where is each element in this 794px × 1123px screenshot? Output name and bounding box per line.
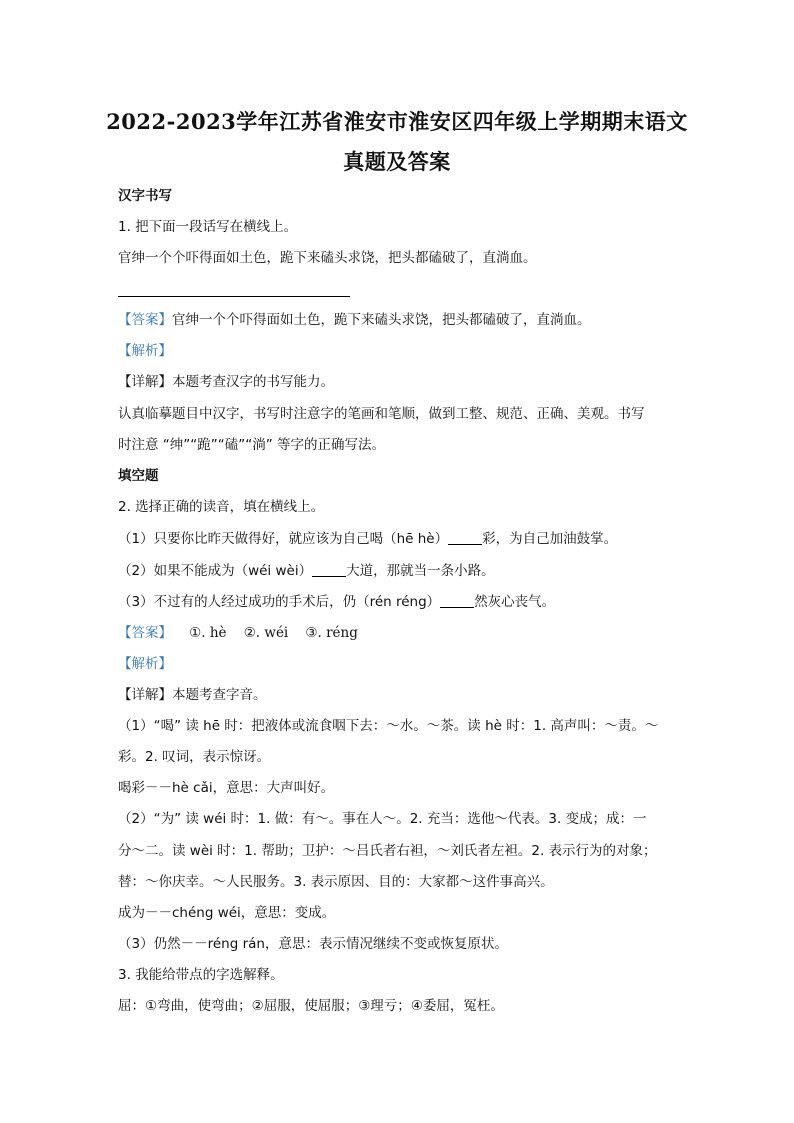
- question-2-item-1: [118, 530, 617, 548]
- question-1: 1. 把下面一段话写在横线上。: [118, 219, 298, 235]
- explain-2-line3: 替：～你庆幸。～人民服务。3. 表示原因、目的：大家都～这件事高兴。: [118, 874, 554, 890]
- fill-blank: [312, 562, 346, 577]
- detail-tag: 【详解】: [118, 374, 172, 390]
- question-1-text: 官绅一个个吓得面如土色，跪下来磕头求饶，把头都磕破了，直淌血。: [118, 250, 537, 266]
- section-heading-fill: 填空题: [118, 468, 159, 484]
- item-1-prefix: （1）只要你比昨天做得好，就应该为自己喝（hē hè）: [118, 531, 449, 547]
- explain-2-line1: （2）“为” 读 wéi 时：1. 做：有～。事在人～。2. 充当：选他～代表。3. 变成；成：一: [118, 811, 647, 827]
- answer-write-line: [118, 296, 350, 297]
- detail-text: 本题考查汉字的书写能力。: [172, 374, 334, 390]
- question-2-item-3: [118, 593, 555, 611]
- explain-2-line4: 成为－－chéng wéi，意思：变成。: [118, 905, 336, 921]
- detail-text: 本题考查字音。: [172, 687, 267, 703]
- answer-1: [118, 311, 591, 329]
- detail-1-line1: 认真临摹题目中汉字，书写时注意字的笔画和笔顺，做到工整、规范、正确、美观。书写: [118, 406, 645, 422]
- section-heading-hanzi: 汉字书写: [118, 188, 172, 204]
- answer-2: [118, 624, 358, 642]
- explain-1-line2: 彩。2. 叹词，表示惊讶。: [118, 749, 271, 765]
- fill-blank: [448, 530, 482, 545]
- question-3-text: 屈：①弯曲，使弯曲；②屈服，使屈服；③理亏；④委屈，冤枉。: [118, 998, 504, 1014]
- analysis-tag: 【解析】: [118, 343, 172, 359]
- item-1-suffix: 彩，为自己加油鼓掌。: [482, 531, 618, 547]
- fill-blank: [440, 593, 474, 608]
- item-2-prefix: （2）如果不能成为（wéi wèi）: [118, 563, 313, 579]
- explain-3-line1: （3）仍然－－réng rán，意思：表示情况继续不变或恢复原状。: [118, 936, 508, 952]
- question-2-item-2: [118, 562, 495, 580]
- item-3-prefix: （3）不过有的人经过成功的手术后，仍（rén réng）: [118, 594, 441, 610]
- detail-1: [118, 373, 334, 391]
- detail-2: [118, 686, 267, 704]
- detail-1-line2: 时注意 “绅”“跪”“磕”“淌” 等字的正确写法。: [118, 437, 386, 453]
- question-3: 3. 我能给带点的字选解释。: [118, 967, 284, 983]
- detail-tag: 【详解】: [118, 687, 172, 703]
- answer-tag: 【答案】: [118, 625, 172, 641]
- item-3-suffix: 然灰心丧气。: [474, 594, 556, 610]
- answer-text: ①. hè ②. wéi ③. réng: [172, 625, 358, 641]
- item-2-suffix: 大道，那就当一条小路。: [346, 563, 495, 579]
- explain-1-line1: （1）“喝” 读 hē 时：把液体或流食咽下去：～水。～茶。读 hè 时：1. 高声叫：～责。～: [118, 718, 659, 734]
- analysis-tag: 【解析】: [118, 656, 172, 672]
- document-title: 2022-2023学年江苏省淮安市淮安区四年级上学期期末语文: [106, 109, 688, 134]
- answer-tag: 【答案】: [118, 312, 172, 328]
- explain-2-line2: 分～二。读 wèi 时：1. 帮助；卫护：～吕氏者右袒，～刘氏者左袒。2. 表示行为的对象；: [118, 843, 657, 859]
- answer-text: 官绅一个个吓得面如土色，跪下来磕头求饶，把头都磕破了，直淌血。: [172, 312, 591, 328]
- question-2: 2. 选择正确的读音，填在横线上。: [118, 499, 325, 515]
- explain-1-line3: 喝彩－－hè cǎi，意思：大声叫好。: [118, 780, 335, 796]
- document-title-line2: 真题及答案: [343, 149, 451, 174]
